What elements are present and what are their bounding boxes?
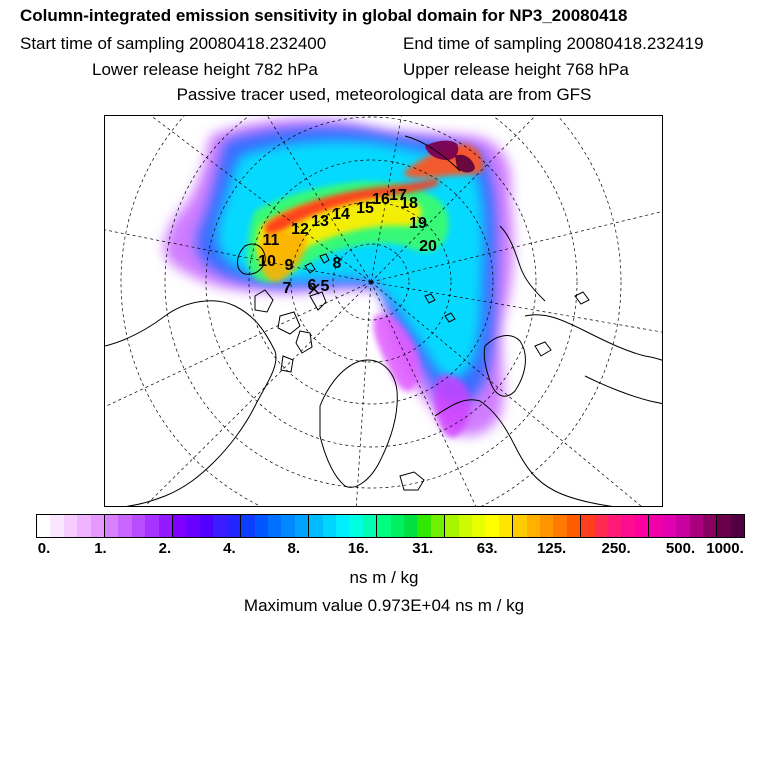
trajectory-label: 10 — [258, 253, 276, 270]
color-scale-tick: 31. — [412, 540, 434, 557]
end-time: End time of sampling 20080418.232419 — [403, 34, 704, 53]
color-scale-swatch — [50, 515, 63, 537]
trajectory-label: 19 — [409, 215, 427, 232]
trajectory-label: 14 — [332, 206, 350, 223]
color-scale-tick: 8. — [287, 540, 301, 557]
trajectory-label: 9 — [284, 257, 294, 274]
color-scale-swatch — [717, 515, 730, 537]
color-scale-swatch — [213, 515, 226, 537]
color-scale-swatch — [485, 515, 498, 537]
trajectory-label: 13 — [311, 213, 329, 230]
color-scale-swatch — [37, 515, 50, 537]
color-scale-swatch — [77, 515, 90, 537]
color-scale-swatch — [391, 515, 404, 537]
color-scale-swatch — [513, 515, 526, 537]
color-scale-swatch — [608, 515, 621, 537]
coast-north-america — [105, 301, 276, 507]
color-scale-swatch — [472, 515, 485, 537]
color-scale-units: ns m / kg — [349, 568, 419, 587]
color-scale-swatch — [499, 515, 513, 537]
trajectory-label: 8 — [332, 255, 342, 272]
trajectory-label: 18 — [400, 195, 418, 212]
color-scale-swatch — [255, 515, 268, 537]
color-scale-swatch — [91, 515, 105, 537]
trajectory-label: 12 — [291, 221, 309, 238]
color-scale-swatch — [132, 515, 145, 537]
coast-iceland — [400, 472, 424, 490]
color-scale-swatch — [295, 515, 309, 537]
color-scale-swatch — [64, 515, 77, 537]
color-scale-swatch — [200, 515, 213, 537]
upper-release-height: Upper release height 768 hPa — [403, 60, 629, 79]
color-scale-tick: 2. — [158, 540, 172, 557]
color-scale-swatch — [227, 515, 241, 537]
color-scale-tick: 1. — [94, 540, 107, 557]
color-scale-swatch — [404, 515, 417, 537]
color-scale-swatch — [159, 515, 173, 537]
color-scale-swatch — [173, 515, 186, 537]
sampling-times — [20, 34, 768, 54]
color-scale-tick: 125. — [537, 540, 567, 557]
color-scale-swatch — [527, 515, 540, 537]
color-scale-swatch — [186, 515, 199, 537]
release-heights — [92, 60, 768, 80]
color-scale-swatch — [581, 515, 594, 537]
color-scale-swatch — [553, 515, 566, 537]
trajectory-label: 7 — [282, 280, 292, 297]
trajectory-label: 16 — [372, 191, 390, 208]
color-scale-swatch — [445, 515, 458, 537]
color-scale-swatch — [349, 515, 362, 537]
trajectory-label: 17 — [389, 187, 407, 204]
color-scale-swatch — [241, 515, 254, 537]
color-scale-swatch — [649, 515, 662, 537]
color-scale-tick: 4. — [223, 540, 236, 557]
tracer-note: Passive tracer used, meteorological data are from GFS — [176, 85, 592, 104]
color-scale-swatch — [663, 515, 676, 537]
start-time: Start time of sampling 20080418.232400 — [20, 34, 327, 53]
plot-title: Column-integrated emission sensitivity in global domain for NP3_20080418 — [20, 6, 628, 25]
color-scale-tick: 500. — [665, 540, 696, 557]
color-scale-swatch — [567, 515, 581, 537]
color-scale-swatch — [118, 515, 131, 537]
color-scale-bar — [36, 514, 745, 538]
sensitivity-plume — [164, 119, 513, 438]
color-scale-swatch — [540, 515, 553, 537]
color-scale-swatch — [105, 515, 118, 537]
color-scale-swatch — [595, 515, 608, 537]
trajectory-label: 11 — [262, 232, 280, 249]
color-scale-swatch — [621, 515, 634, 537]
color-scale-swatch — [431, 515, 445, 537]
color-scale-swatch — [417, 515, 430, 537]
color-scale-swatch — [377, 515, 390, 537]
maximum-value: Maximum value 0.973E+04 ns m / kg — [243, 596, 525, 615]
color-scale-swatch — [703, 515, 717, 537]
map-canvas — [105, 116, 663, 507]
trajectory-label: 15 — [356, 200, 374, 217]
color-scale-swatch — [281, 515, 294, 537]
trajectory-label: 5 — [320, 278, 330, 295]
color-scale-swatch — [268, 515, 281, 537]
color-scale-tick: 1000. — [706, 540, 744, 557]
color-scale-tick: 250. — [601, 540, 631, 557]
color-scale-swatch — [323, 515, 336, 537]
color-scale-swatch — [690, 515, 703, 537]
color-scale-tick: 63. — [476, 540, 498, 557]
emission-sensitivity-map — [104, 115, 663, 507]
color-scale-tick: 16. — [347, 540, 369, 557]
color-scale-swatch — [145, 515, 158, 537]
color-scale-swatch — [363, 515, 377, 537]
color-scale-swatch — [731, 515, 744, 537]
color-scale-swatch — [459, 515, 472, 537]
color-scale-tick: 0. — [37, 540, 51, 557]
color-scale-swatch — [676, 515, 689, 537]
color-scale-swatch — [635, 515, 649, 537]
trajectory-label: 6 — [307, 277, 317, 294]
color-scale-swatch — [309, 515, 322, 537]
color-scale-swatch — [336, 515, 349, 537]
lower-release-height: Lower release height 782 hPa — [92, 60, 318, 79]
trajectory-label: 20 — [419, 238, 437, 255]
